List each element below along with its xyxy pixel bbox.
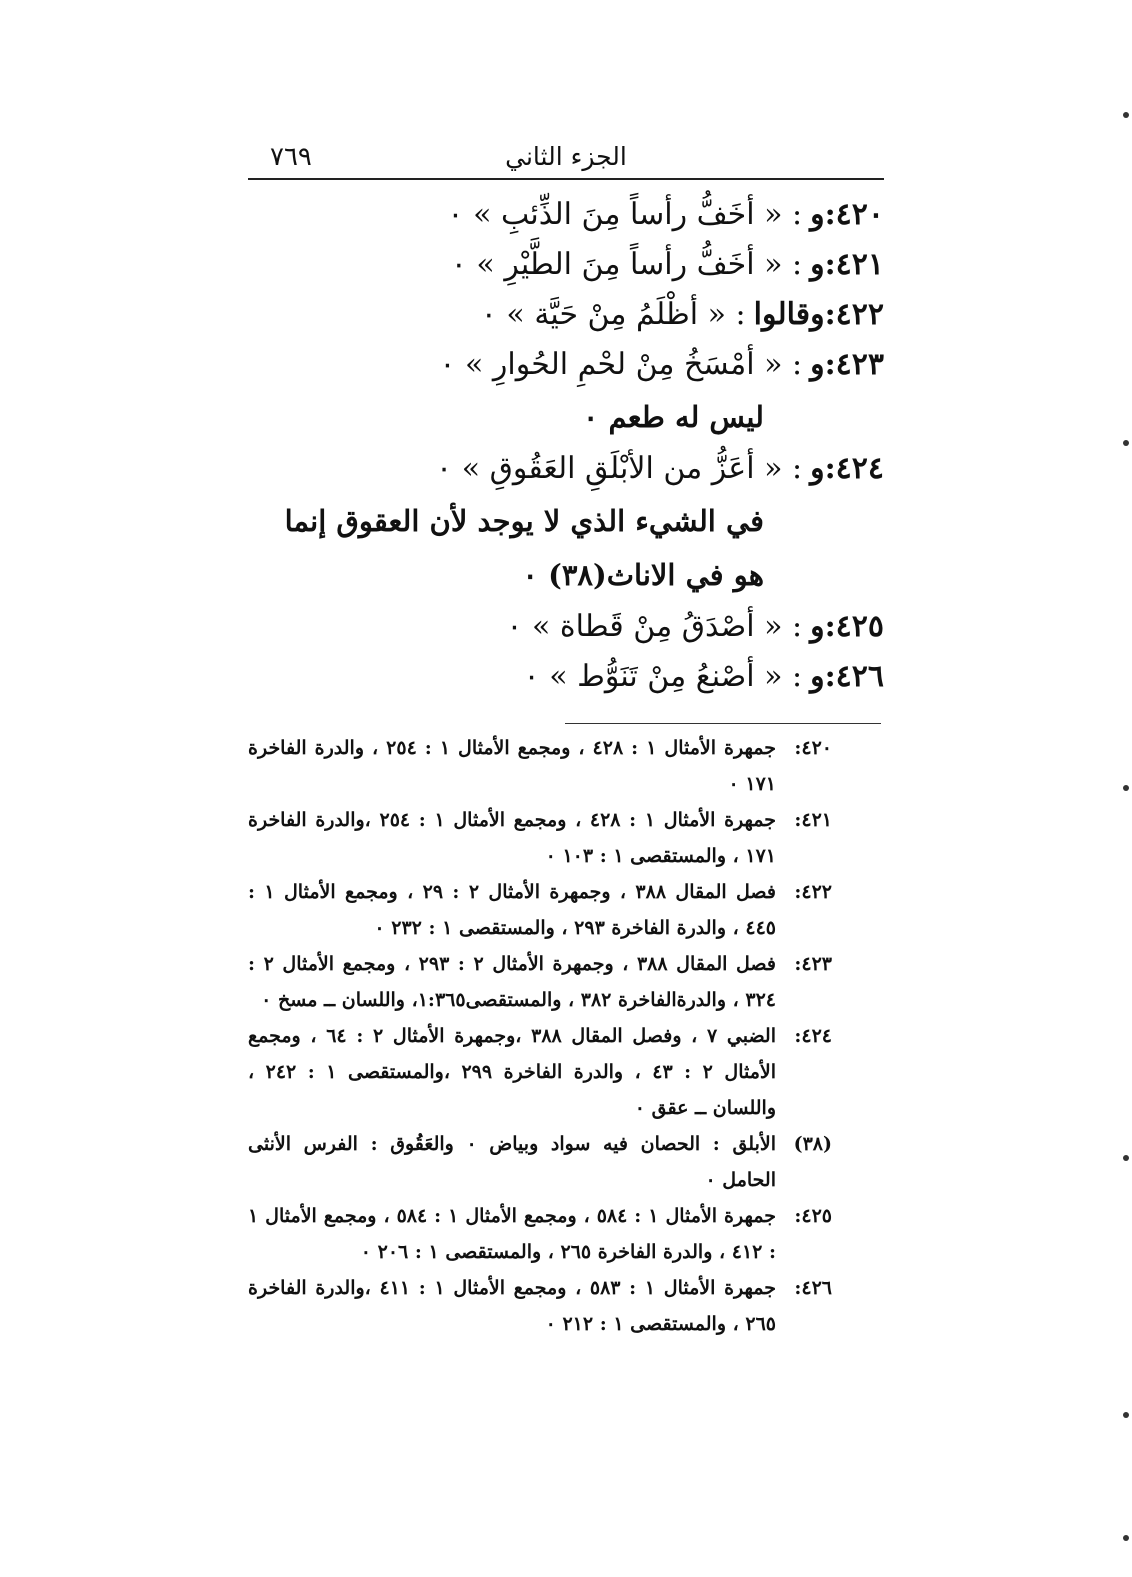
footnote-number: ٤٢١: [794, 809, 832, 831]
entry-number: ٤٢٦:و [810, 659, 884, 694]
footnote-number: ٤٢٤: [794, 1025, 832, 1047]
proverb-text: : « أمْسَخُ مِنْ لحْمِ الحُوارِ » ٠ [439, 347, 803, 382]
proverb-entry [248, 444, 884, 494]
scan-speck [1123, 1535, 1129, 1541]
proverb-text: : « أصْدَقُ مِنْ قَطاة » ٠ [506, 609, 803, 644]
proverb-text: : « أظْلَمُ مِنْ حَيَّة » ٠ [480, 297, 746, 332]
proverb-entry [248, 602, 884, 652]
proverb-entry [248, 290, 884, 340]
running-title: الجزء الثاني [505, 142, 627, 171]
entry-number: ٤٢٢:وقالوا [753, 297, 884, 332]
page-header [248, 138, 884, 180]
footnote-text: فصل المقال ٣٨٨ ، وجمهرة الأمثال ٢ : ٢٩ ، ومجمع الأمثال ١ : ٤٤٥ ، والدرة الفاخرة ٢٩٣ ، والمستقصى ١ : ٢٣٢ ٠ [248, 881, 776, 939]
scan-speck [1123, 440, 1129, 446]
proverb-text: : « أصْنعُ مِنْ تَنَوُّط » ٠ [523, 659, 803, 694]
footnote [248, 874, 832, 946]
entry-number: ٤٢١:و [810, 247, 884, 282]
proverb-text: : « أعَزُّ من الأبْلَقِ العَقُوقِ » ٠ [436, 451, 803, 486]
entry-number: ٤٢٠:و [810, 197, 884, 232]
scan-speck [1123, 785, 1129, 791]
footnote [248, 946, 832, 1018]
footnote [248, 1270, 832, 1342]
proverb-entry [248, 652, 884, 702]
proverb-entry [248, 340, 884, 390]
proverb-text: : « أخَفُّ رأساً مِنَ الطَّيْرِ » ٠ [450, 247, 803, 282]
footnote [248, 1198, 832, 1270]
footnote [248, 1018, 832, 1126]
entry-number: ٤٢٤:و [810, 451, 884, 486]
footnote-text: جمهرة الأمثال ١ : ٤٢٨ ، ومجمع الأمثال ١ : ٢٥٤ ،والدرة الفاخرة ١٧١ ، والمستقصى ١ : ١٠٣ ٠ [248, 809, 776, 867]
footnote-text: جمهرة الأمثال ١ : ٥٨٤ ، ومجمع الأمثال ١ : ٥٨٤ ، ومجمع الأمثال ١ : ٤١٢ ، والدرة الفاخرة ٢٦٥ ، والمستقصى ١ : ٢٠٦ ٠ [248, 1205, 776, 1263]
proverb-text: : « أخَفُّ رأساً مِنَ الذِّئبِ » ٠ [447, 197, 803, 232]
footnote-text: فصل المقال ٣٨٨ ، وجمهرة الأمثال ٢ : ٢٩٣ ، ومجمع الأمثال ٢ : ٣٢٤ ، والدرةالفاخرة ٣٨٢ ، والمستقصى١:٣٦٥، واللسان ــ مسخ ٠ [248, 953, 776, 1011]
footnote-text: جمهرة الأمثال ١ : ٥٨٣ ، ومجمع الأمثال ١ : ٤١١ ،والدرة الفاخرة ٢٦٥ ، والمستقصى ١ : ٢١٢ ٠ [248, 1277, 776, 1335]
footnote-text: الأبلق : الحصان فيه سواد وبياض ٠ والعَقُوق : الفرس الأنثى الحامل ٠ [248, 1133, 776, 1191]
footnote-number: (٣٨) [793, 1133, 832, 1155]
footnote [248, 730, 832, 802]
footnote-text: الضبي ٧ ، وفصل المقال ٣٨٨ ،وجمهرة الأمثال ٢ : ٦٤ ، ومجمع الأمثال ٢ : ٤٣ ، والدرة الفاخرة ٢٩٩ ،والمستقصى ١ : ٢٤٢ ، واللسان ــ عقق ٠ [248, 1025, 777, 1119]
footnote-divider [565, 723, 881, 724]
footnote [248, 802, 832, 874]
proverb-gloss: في الشيء الذي لا يوجد لأن العقوق إنما هو في الاناث(٣٨) ٠ [284, 504, 764, 592]
proverb-gloss: ليس له طعم ٠ [582, 400, 764, 434]
footnote-number: ٤٢٠: [794, 737, 832, 759]
footnote-number: ٤٢٢: [794, 881, 832, 903]
scan-speck [1123, 1155, 1129, 1161]
footnote-text: جمهرة الأمثال ١ : ٤٢٨ ، ومجمع الأمثال ١ : ٢٥٤ ، والدرة الفاخرة ١٧١ ٠ [248, 737, 776, 795]
proverb-list [248, 190, 884, 702]
scan-speck [1123, 112, 1129, 118]
footnote [248, 1126, 832, 1198]
proverb-entry [248, 190, 884, 240]
footnote-number: ٤٢٦: [794, 1277, 832, 1299]
proverb-entry [248, 240, 884, 290]
entry-number: ٤٢٥:و [810, 609, 884, 644]
entry-number: ٤٢٣:و [810, 347, 884, 382]
footnotes [248, 730, 832, 1342]
page-number: ٧٦٩ [270, 142, 312, 172]
footnote-number: ٤٢٣: [794, 953, 832, 975]
footnote-number: ٤٢٥: [794, 1205, 832, 1227]
scan-speck [1123, 1412, 1129, 1418]
